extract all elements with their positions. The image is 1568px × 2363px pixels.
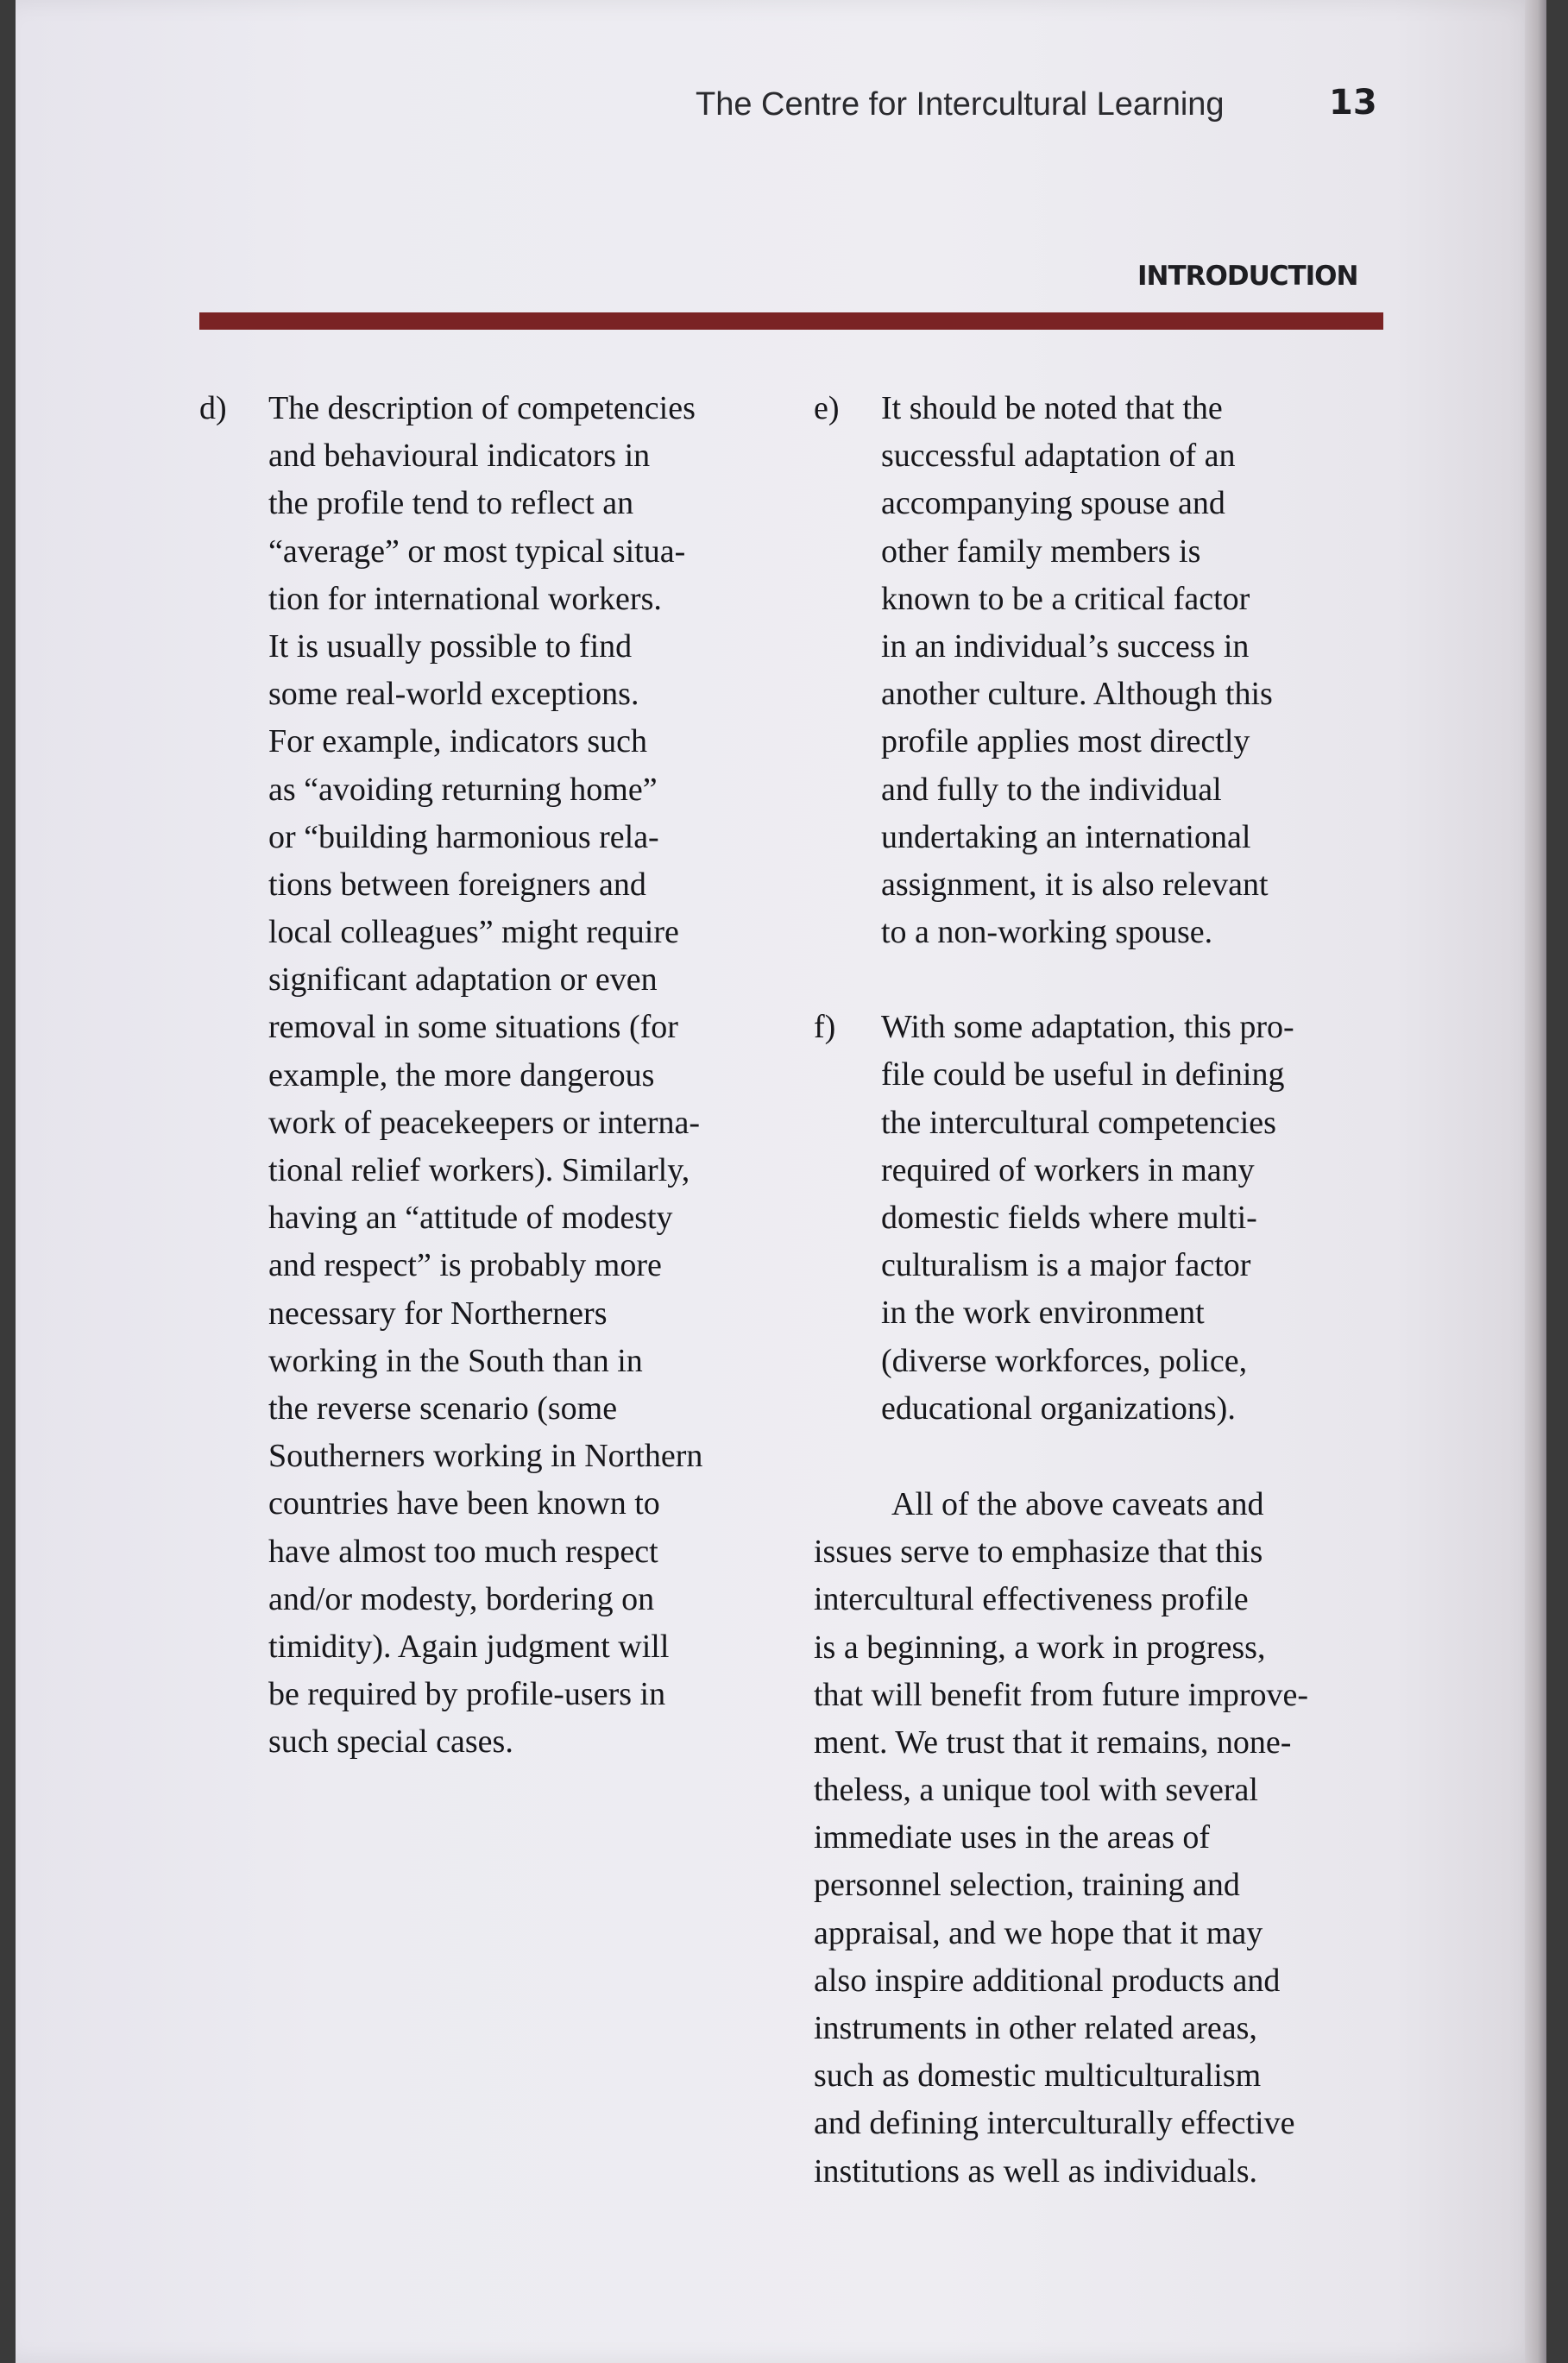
text-line: theless, a unique tool with several <box>814 1772 1258 1809</box>
text-line: in the work environment <box>881 1295 1205 1332</box>
list-item-text <box>881 1004 1308 1433</box>
text-line: known to be a critical factor <box>881 580 1250 617</box>
text-line: culturalism is a major factor <box>881 1247 1251 1284</box>
page-number: 13 <box>1329 83 1377 123</box>
text-line: have almost too much respect <box>268 1533 658 1570</box>
text-line: intercultural effectiveness profile <box>814 1581 1249 1618</box>
text-line: example, the more dangerous <box>268 1056 655 1093</box>
text-line: All of the above caveats and <box>891 1485 1264 1522</box>
list-item-d <box>199 385 702 1766</box>
text-line: assignment, it is also relevant <box>881 866 1269 903</box>
text-line: working in the South than in <box>268 1342 643 1379</box>
text-line: the profile tend to reflect an <box>268 485 634 522</box>
text-line: and defining interculturally effective <box>814 2105 1295 2142</box>
text-line: such as domestic multiculturalism <box>814 2057 1262 2095</box>
text-line: and fully to the individual <box>881 771 1222 808</box>
text-line: in an individual’s success in <box>881 627 1250 665</box>
text-line: successful adaptation of an <box>881 438 1236 475</box>
list-item-f <box>814 1004 1308 1433</box>
text-line: For example, indicators such <box>268 723 648 760</box>
text-line: (diverse workforces, police, <box>881 1342 1248 1379</box>
text-line: also inspire additional products and <box>814 1962 1281 1999</box>
text-line: issues serve to emphasize that this <box>814 1534 1263 1571</box>
item-spacer <box>814 956 1308 1004</box>
text-line: tional relief workers). Similarly, <box>268 1152 690 1188</box>
left-column <box>199 385 702 1766</box>
text-line: significant adaptation or even <box>268 961 658 999</box>
text-line: having an “attitude of modesty <box>268 1200 673 1237</box>
text-line: some real-world exceptions. <box>268 676 639 713</box>
text-line: required of workers in many <box>881 1151 1255 1188</box>
text-line: institutions as well as individuals. <box>814 2152 1258 2190</box>
text-line: educational organizations). <box>881 1389 1236 1427</box>
section-divider-rule <box>199 312 1383 330</box>
right-column <box>814 385 1308 2196</box>
section-label: INTRODUCTION <box>1137 261 1358 292</box>
text-line: the reverse scenario (some <box>268 1389 618 1427</box>
book-page <box>16 0 1546 2363</box>
list-item-e <box>814 385 1308 956</box>
text-line: With some adaptation, this pro- <box>881 1009 1294 1046</box>
text-line: accompanying spouse and <box>881 485 1225 522</box>
closing-paragraph <box>814 1481 1308 2196</box>
text-line: tions between foreigners and <box>268 866 646 903</box>
text-line: instruments in other related areas, <box>814 2010 1257 2046</box>
text-line: removal in some situations (for <box>268 1009 678 1046</box>
text-line: and respect” is probably more <box>268 1247 662 1284</box>
text-line: work of peacekeepers or interna- <box>268 1104 701 1141</box>
text-line: and behavioural indicators in <box>268 438 651 475</box>
text-line: necessary for Northerners <box>268 1295 608 1332</box>
text-line: be required by profile-users in <box>268 1676 666 1713</box>
text-line: personnel selection, training and <box>814 1867 1240 1904</box>
text-line: immediate uses in the areas of <box>814 1819 1211 1856</box>
list-item-text <box>881 385 1308 956</box>
text-line: is a beginning, a work in progress, <box>814 1629 1266 1666</box>
text-line: ment. We trust that it remains, none- <box>814 1723 1292 1761</box>
text-line: timidity). Again judgment will <box>268 1628 670 1665</box>
text-line: local colleagues” might require <box>268 914 679 951</box>
list-marker: e) <box>814 390 840 426</box>
running-header-title: The Centre for Intercultural Learning <box>696 86 1225 123</box>
text-line: tion for international workers. <box>268 580 662 617</box>
text-line: profile applies most directly <box>881 723 1250 760</box>
text-line: or “building harmonious rela- <box>268 818 659 855</box>
list-item-text <box>268 385 702 1766</box>
list-marker: d) <box>199 390 227 426</box>
text-line: as “avoiding returning home” <box>268 771 658 808</box>
text-line: the intercultural competencies <box>881 1104 1276 1141</box>
text-line: The description of competencies <box>268 390 696 426</box>
text-line: undertaking an international <box>881 818 1251 855</box>
text-line: “average” or most typical situa- <box>268 532 686 570</box>
text-line: appraisal, and we hope that it may <box>814 1914 1263 1951</box>
page-edge <box>1525 0 1546 2363</box>
text-line: domestic fields where multi- <box>881 1200 1257 1236</box>
text-line: other family members is <box>881 532 1201 570</box>
text-line: It should be noted that the <box>881 390 1223 426</box>
text-line: such special cases. <box>268 1723 513 1761</box>
text-line: It is usually possible to find <box>268 627 633 665</box>
text-line: and/or modesty, bordering on <box>268 1580 655 1617</box>
text-line: that will benefit from future improve- <box>814 1676 1308 1713</box>
text-line: Southerners working in Northern <box>268 1438 703 1475</box>
text-line: file could be useful in defining <box>881 1056 1285 1093</box>
text-line: countries have been known to <box>268 1485 660 1522</box>
text-line: another culture. Although this <box>881 676 1273 713</box>
list-marker: f) <box>814 1009 836 1046</box>
paragraph-spacer <box>814 1433 1308 1481</box>
text-line: to a non-working spouse. <box>881 914 1213 951</box>
